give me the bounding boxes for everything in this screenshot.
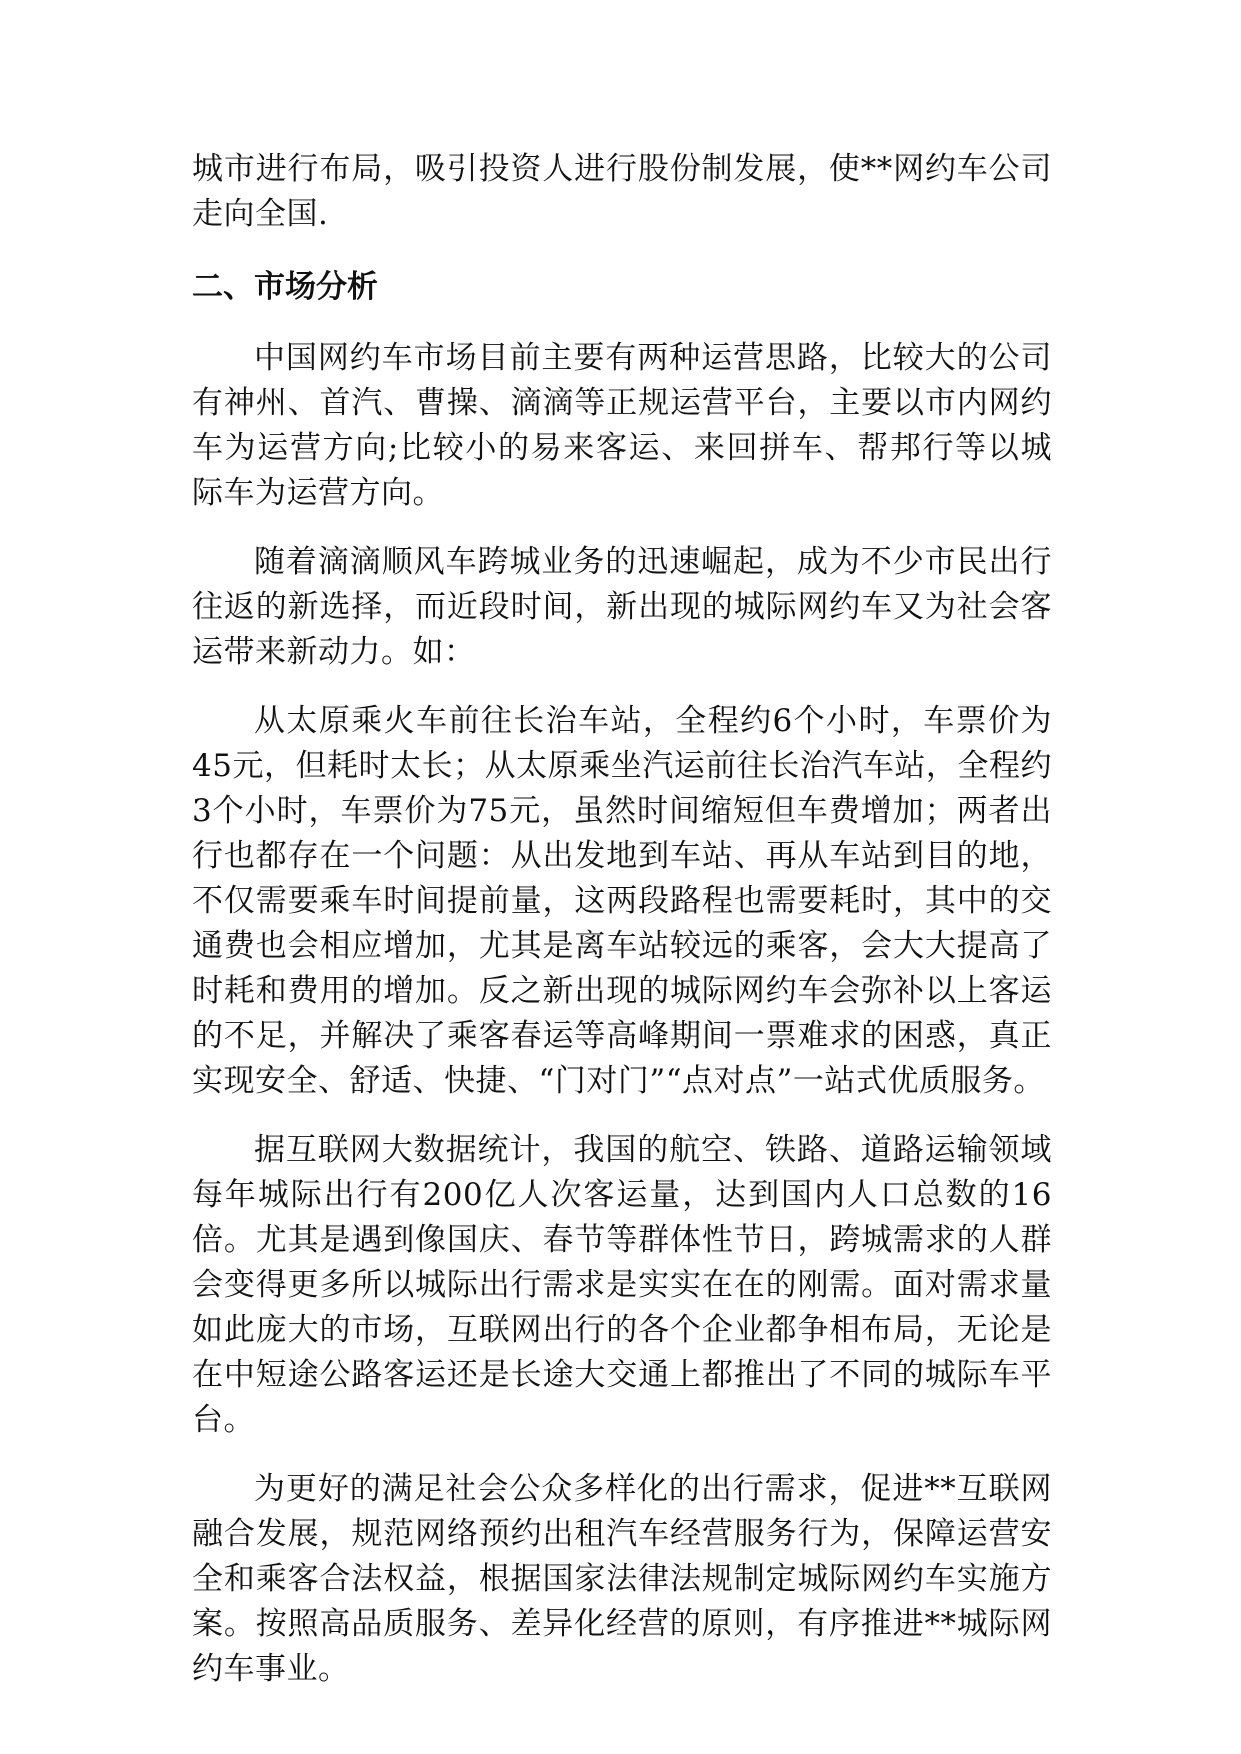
intro-paragraph: 城市进行布局，吸引投资人进行股份制发展，使**网约车公司走向全国. bbox=[192, 151, 1052, 232]
document-page bbox=[192, 147, 1052, 1692]
paragraph-big-data: 据互联网大数据统计，我国的航空、铁路、道路运输领域每年城际出行有200亿人次客运量，达到国内人口总数的16倍。尤其是遇到像国庆、春节等群体性节日，跨城需求的人群会变得更多所以城际出行需求是实实在在的刚需。面对需求量如此庞大的市场，互联网出行的各个企业都争相布局，无论是在中短途公路客运还是长途大交通上都推出了不同的城际车平台。 bbox=[192, 1132, 1052, 1438]
paragraph-intercity-trend: 随着滴滴顺风车跨城业务的迅速崛起，成为不少市民出行往返的新选择，而近段时间，新出现的城际网约车又为社会客运带来新动力。如： bbox=[192, 544, 1052, 670]
paragraph-taiyuan-example: 从太原乘火车前往长治车站，全程约6个小时，车票价为45元，但耗时太长；从太原乘坐汽运前往长治汽车站，全程约3个小时，车票价为75元，虽然时间缩短但车费增加；两者出行也都存在一个问题：从出发地到车站、再从车站到目的地，不仅需要乘车时间提前量，这两段路程也需要耗时，其中的交通费也会相应增加，尤其是离车站较远的乘客，会大大提高了时耗和费用的增加。反之新出现的城际网约车会弥补以上客运的不足，并解决了乘客春运等高峰期间一票难求的困惑，真正实现安全、舒适、快捷、“门对门”“点对点”一站式优质服务。 bbox=[192, 703, 1052, 1099]
paragraph-implementation: 为更好的满足社会公众多样化的出行需求，促进**互联网融合发展，规范网络预约出租汽车经营服务行为，保障运营安全和乘客合法权益，根据国家法律法规制定城际网约车实施方案。按照高品质服务、差异化经营的原则，有序推进**城际网约车事业。 bbox=[192, 1471, 1052, 1687]
section-heading: 二、市场分析 bbox=[192, 269, 378, 305]
paragraph-market-overview: 中国网约车市场目前主要有两种运营思路，比较大的公司有神州、首汽、曹操、滴滴等正规运营平台，主要以市内网约车为运营方向;比较小的易来客运、来回拼车、帮邦行等以城际车为运营方向。 bbox=[192, 340, 1052, 511]
